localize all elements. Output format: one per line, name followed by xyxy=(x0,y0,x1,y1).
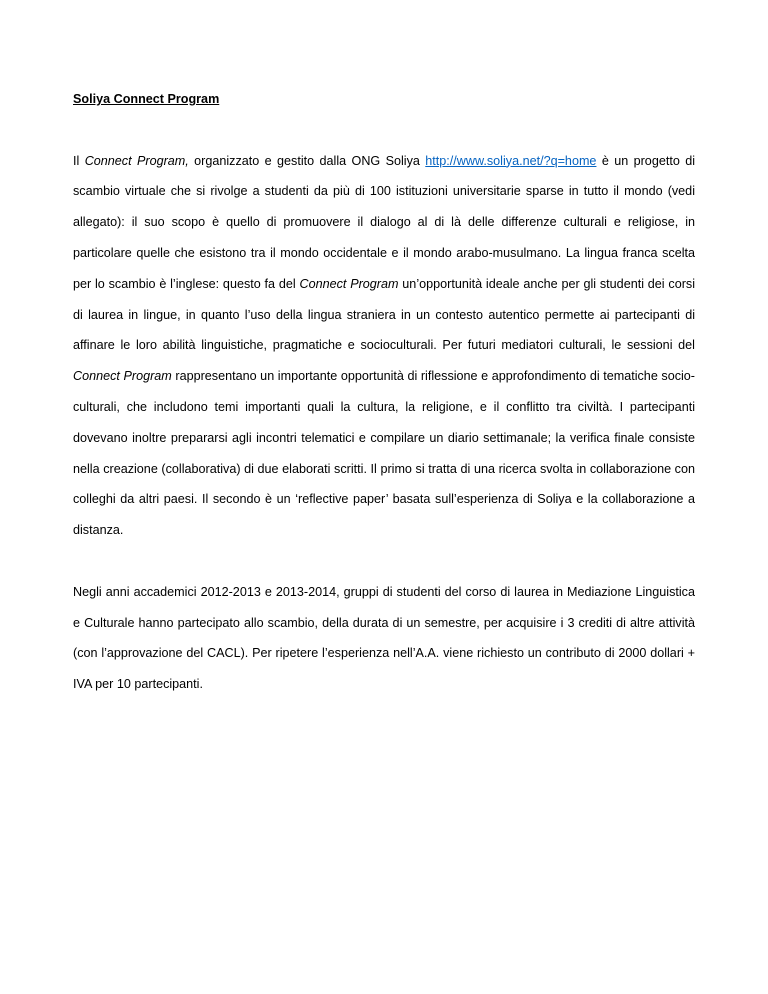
soliya-link[interactable]: http://www.soliya.net/?q=home xyxy=(425,153,597,168)
p1-italic-connect-program: Connect Program, xyxy=(84,153,189,168)
paragraph-academic-years: Negli anni accademici 2012-2013 e 2013-2014, gruppi di studenti del corso di laurea in Mediazione Linguistica e Culturale hanno partecipato allo scambio, della durata di un semestre, per acquisire i 3 crediti di altre attività (con l’approvazione del CACL). Per ripetere l’esperienza nell’A.A. viene richiesto un contributo di 2000 dollari + IVA per 10 partecipanti. xyxy=(73,584,695,692)
p1-text-1: Il xyxy=(73,153,85,168)
document-page xyxy=(73,84,695,700)
p1-text-5: rappresentano un importante opportunità di riflessione e approfondimento di tematiche socio-culturali, che includono temi importanti quali la cultura, la religione, e il conflitto tra civiltà. I partecipanti dovevano inoltre prepararsi agli incontri telematici e compilare un diario settimanale; la verifica finale consiste nella creazione (collaborativa) di due elaborati scritti. Il primo si tratta di una ricerca svolta in collaborazione con colleghi da altri paesi. Il secondo è un ‘reflective paper’ basata sull’esperienza di Soliya e la collaborazione a distanza. xyxy=(73,369,695,538)
p1-text-2: organizzato e gestito dalla ONG Soliya xyxy=(188,153,426,168)
document-title: Soliya Connect Program xyxy=(73,92,220,106)
p1-italic-connect-program-2: Connect Program xyxy=(299,276,399,291)
p1-italic-connect-program-3: Connect Program xyxy=(73,369,172,384)
p1-text-3: è un progetto di scambio virtuale che si rivolge a studenti da più di 100 istituzioni universitarie sparse in tutto il mondo (vedi allegato): il suo scopo è quello di promuovere il dialogo al di là delle differenze culturali e religiose, in particolare quelle che esistono tra il mondo occidentale e il mondo arabo-musulmano. La lingua franca scelta per lo scambio è l’inglese: questo fa del xyxy=(73,153,696,291)
p1-text-4: un’opportunità ideale anche per gli studenti dei corsi di laurea in lingue, in quanto l’uso della lingua straniera in un contesto autentico permette ai partecipanti di affinare le loro abilità linguistiche, pragmatiche e socioculturali. Per futuri mediatori culturali, le sessioni del xyxy=(73,276,696,353)
paragraph-connect-program xyxy=(73,146,695,546)
